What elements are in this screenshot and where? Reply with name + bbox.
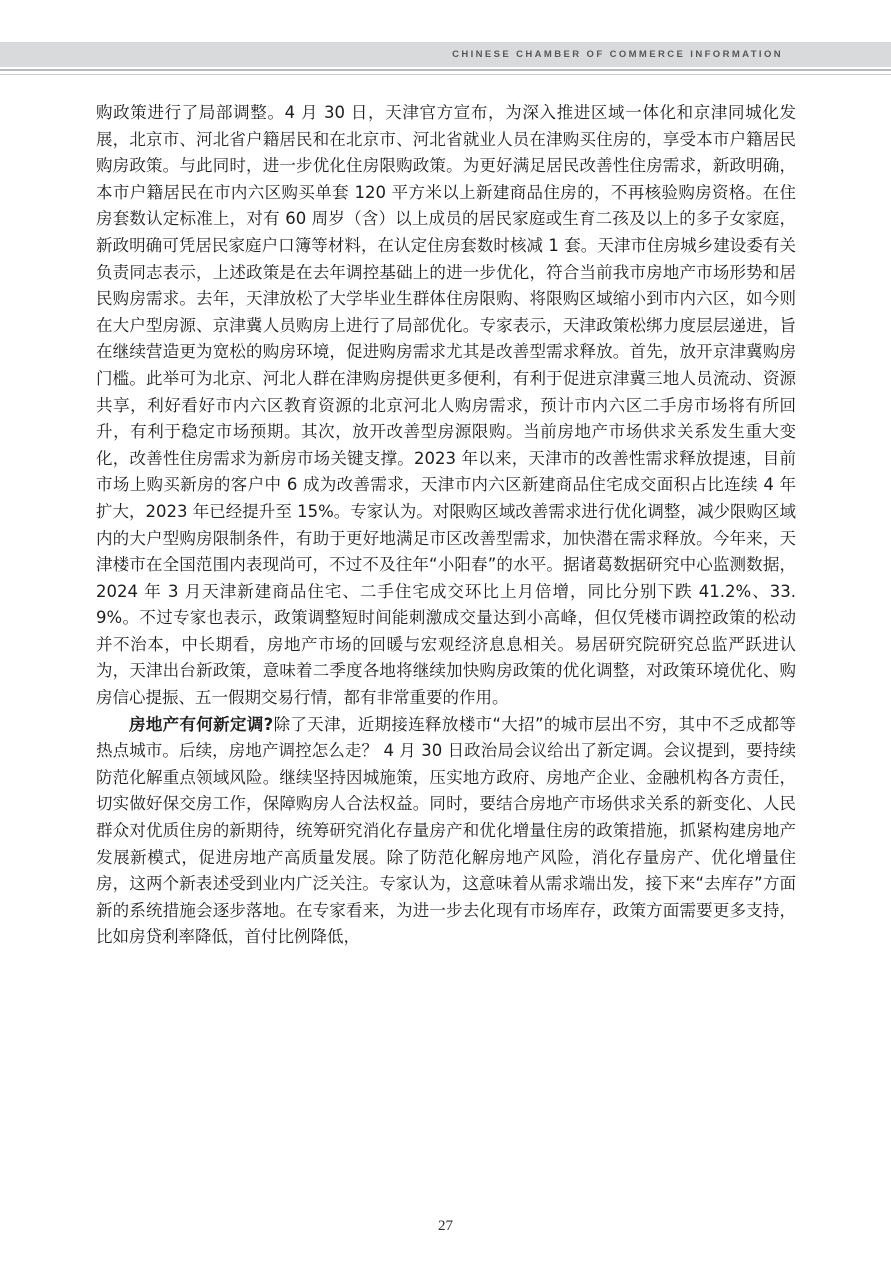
header-rule-bold bbox=[0, 69, 891, 71]
article-body bbox=[96, 100, 796, 951]
section-lead-heading: 房地产有何新定调? bbox=[129, 714, 274, 734]
publication-title: CHINESE CHAMBER OF COMMERCE INFORMATION bbox=[452, 49, 783, 60]
section-lead-text: 除了天津，近期接连释放楼市“大招”的城市层出不穷，其中不乏成都等热点城市。后续，房地产调控怎么走？ 4 月 30 日政治局会议给出了新定调。会议提到，要持续防范化解重点领域风险。继续坚持因城施策，压实地方政府、房地产企业、金融机构各方责任，切实做好保交房工作，保障购房人合法权益。同时，要结合房地产市场供求关系的新变化、人民群众对优质住房的新期待，统筹研究消化存量房产和优化增量住房的政策措施，抓紧构建房地产发展新模式，促进房地产高质量发展。除了防范化解房地产风险，消化存量房产、优化增量住房，这两个新表述受到业内广泛关注。专家认为，这意味着从需求端出发，接下来“去库存”方面新的系统措施会逐步落地。在专家看来，为进一步去化现有市场库存，政策方面需要更多支持，比如房贷利率降低，首付比例降低， bbox=[96, 714, 796, 947]
article-paragraph-1: 购政策进行了局部调整。4 月 30 日，天津官方宣布，为深入推进区域一体化和京津同城化发展，北京市、河北省户籍居民和在北京市、河北省就业人员在津购买住房的，享受本市户籍居民购房政策。与此同时，进一步优化住房限购政策。为更好满足居民改善性住房需求，新政明确，本市户籍居民在市内六区购买单套 120 平方米以上新建商品住房的，不再核验购房资格。在住房套数认定标准上，对有 60 周岁（含）以上成员的居民家庭或生育二孩及以上的多子女家庭，新政明确可凭居民家庭户口簿等材料，在认定住房套数时核减 1 套。天津市住房城乡建设委有关负责同志表示，上述政策是在去年调控基础上的进一步优化，符合当前我市房地产市场形势和居民购房需求。去年，天津放松了大学毕业生群体住房限购、将限购区域缩小到市内六区，如今则在大户型房源、京津冀人员购房上进行了局部优化。专家表示，天津政策松绑力度层层递进，旨在继续营造更为宽松的购房环境，促进购房需求尤其是改善型需求释放。首先，放开京津冀购房门槛。此举可为北京、河北人群在津购房提供更多便利，有利于促进京津冀三地人员流动、资源共享，利好看好市内六区教育资源的北京河北人购房需求，预计市内六区二手房市场将有所回升，有利于稳定市场预期。其次，放开改善型房源限购。当前房地产市场供求关系发生重大变化，改善性住房需求为新房市场关键支撑。2023 年以来，天津市的改善性需求释放提速，目前市场上购买新房的客户中 6 成为改善需求，天津市内六区新建商品住宅成交面积占比连续 4 年扩大，2023 年已经提升至 15%。专家认为。对限购区域改善需求进行优化调整，减少限购区域内的大户型购房限制条件，有助于更好地满足市区改善型需求，加快潜在需求释放。今年来，天津楼市在全国范围内表现尚可，不过不及往年“小阳春”的水平。据诸葛数据研究中心监测数据，2024 年 3 月天津新建商品住宅、二手住宅成交环比上月倍增，同比分别下跌 41.2%、33.9%。不过专家也表示，政策调整短时间能刺激成交量达到小高峰，但仅凭楼市调控政策的松动并不治本，中长期看，房地产市场的回暖与宏观经济息息相关。易居研究院研究总监严跃进认为，天津出台新政策，意味着二季度各地将继续加快购房政策的优化调整，对政策环境优化、购房信心提振、五一假期交易行情，都有非常重要的作用。 bbox=[96, 103, 796, 708]
header-rule-thin bbox=[0, 74, 891, 75]
page-number: 27 bbox=[438, 1218, 453, 1234]
article-paragraph-2 bbox=[96, 712, 796, 951]
